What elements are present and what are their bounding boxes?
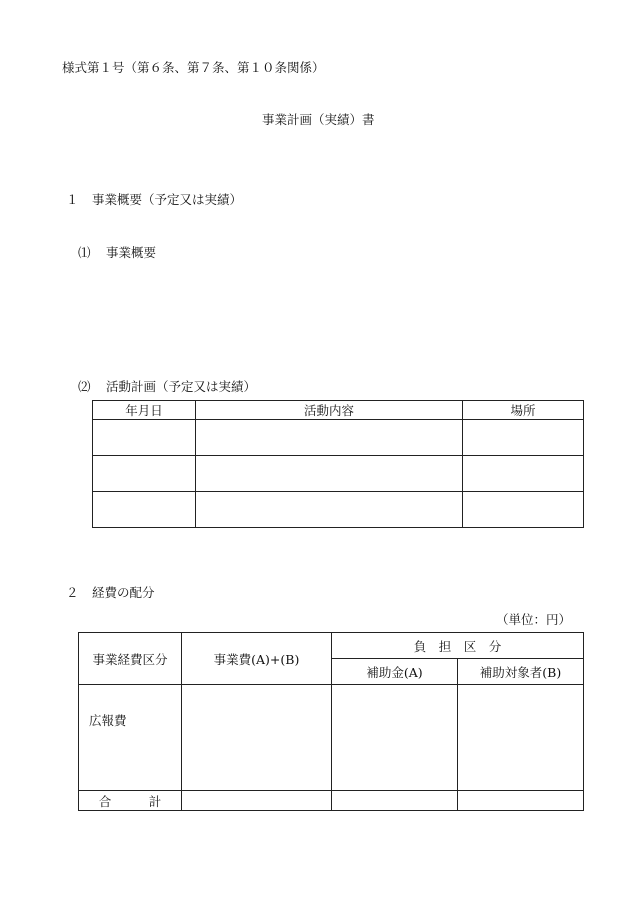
cell-activity[interactable]	[196, 456, 463, 492]
subsection1-label: 事業概要	[106, 245, 157, 260]
cell-project-cost[interactable]	[182, 685, 332, 791]
cell-activity[interactable]	[196, 420, 463, 456]
header-project-cost: 事業費(A)+(B)	[182, 633, 332, 685]
section2-heading: 経費の配分	[92, 585, 155, 600]
expense-allocation-table	[78, 632, 584, 811]
cell-date[interactable]	[93, 456, 196, 492]
unit-label: （単位：円）	[496, 612, 572, 627]
section2-heading-number: ２	[66, 585, 79, 600]
table-row	[79, 685, 584, 791]
table-header-row	[93, 401, 584, 420]
header-activity-content: 活動内容	[196, 401, 463, 420]
table-row	[79, 791, 584, 811]
cell-date[interactable]	[93, 420, 196, 456]
cell-recipient[interactable]	[458, 791, 584, 811]
cell-date[interactable]	[93, 492, 196, 528]
header-date: 年月日	[93, 401, 196, 420]
cell-location[interactable]	[463, 420, 584, 456]
section1-heading-number: １	[66, 192, 79, 207]
subsection2-number: ⑵	[78, 379, 91, 394]
header-recipient: 補助対象者(B)	[458, 659, 584, 685]
table-header-row	[79, 633, 584, 659]
table-row	[93, 420, 584, 456]
cell-project-cost[interactable]	[182, 791, 332, 811]
subsection2-label: 活動計画（予定又は実績）	[106, 379, 257, 394]
cell-subsidy[interactable]	[332, 791, 458, 811]
document-title: 事業計画（実績）書	[262, 112, 375, 127]
row-label-pr-expense: 広報費	[79, 685, 182, 791]
header-subsidy: 補助金(A)	[332, 659, 458, 685]
header-burden-category: 負 担 区 分	[332, 633, 584, 659]
header-location: 場所	[463, 401, 584, 420]
cell-recipient[interactable]	[458, 685, 584, 791]
cell-activity[interactable]	[196, 492, 463, 528]
cell-subsidy[interactable]	[332, 685, 458, 791]
cell-location[interactable]	[463, 456, 584, 492]
table-row	[93, 492, 584, 528]
row-label-total: 合 計	[79, 791, 182, 811]
form-number: 様式第１号（第６条、第７条、第１０条関係）	[62, 60, 325, 75]
cell-location[interactable]	[463, 492, 584, 528]
table-row	[93, 456, 584, 492]
section1-heading: 事業概要（予定又は実績）	[92, 192, 243, 207]
header-expense-category: 事業経費区分	[79, 633, 182, 685]
activity-plan-table	[92, 400, 584, 528]
subsection1-number: ⑴	[78, 245, 91, 260]
